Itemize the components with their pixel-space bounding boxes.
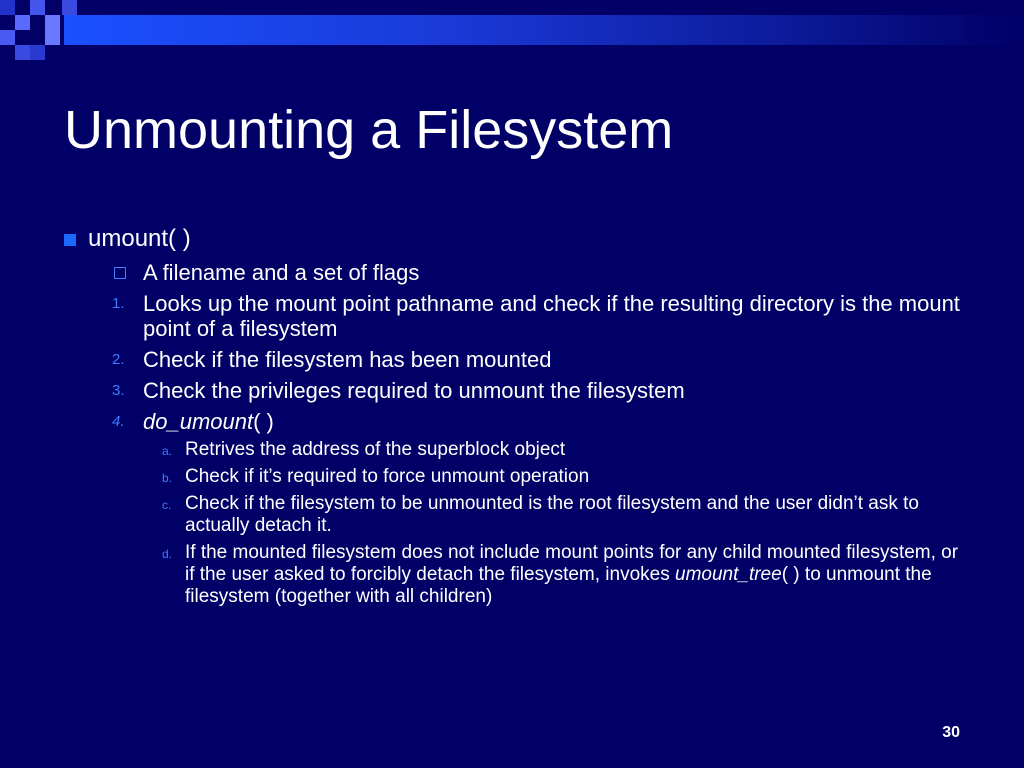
bullet-text: umount( ) bbox=[88, 225, 191, 252]
list-item-marker: 1. bbox=[112, 295, 125, 312]
banner-square bbox=[30, 45, 45, 60]
sub-list-item-text: If the mounted filesystem does not include mount points for any child mounted filesystem, or if the user asked to forcibly detach the filesystem, invokes bbox=[185, 542, 959, 585]
banner-square bbox=[15, 45, 30, 60]
function-parens: ( ) bbox=[253, 409, 274, 434]
sub-list-item-marker: c. bbox=[162, 498, 172, 512]
banner-square bbox=[62, 0, 77, 15]
list-item-text: Check the privileges required to unmount the filesystem bbox=[143, 378, 685, 403]
sub-list-item-text: Check if the filesystem to be unmounted is the root filesystem and the user didn’t ask to actually detach it. bbox=[185, 493, 919, 536]
list-item-marker: 4. bbox=[112, 413, 125, 430]
square-bullet-icon bbox=[64, 234, 76, 246]
banner-square bbox=[30, 0, 45, 15]
header-banner bbox=[0, 0, 1024, 60]
list-item bbox=[64, 409, 964, 434]
banner-gradient-bar bbox=[64, 15, 1024, 45]
hollow-square-bullet-icon bbox=[114, 267, 126, 279]
banner-square bbox=[45, 30, 60, 45]
function-name: do_umount bbox=[143, 409, 254, 434]
list-item bbox=[64, 260, 964, 285]
sub-list-item-text: Check if it’s required to force unmount operation bbox=[185, 466, 590, 487]
banner-square bbox=[0, 0, 15, 15]
sub-list-item-text: Retrives the address of the superblock object bbox=[185, 439, 566, 460]
slide-content bbox=[64, 224, 964, 608]
slide-title: Unmounting a Filesystem bbox=[64, 100, 674, 160]
page-number: 30 bbox=[942, 724, 960, 741]
list-item-text: A filename and a set of flags bbox=[143, 260, 420, 285]
list-item-marker: 3. bbox=[112, 382, 125, 399]
list-item bbox=[64, 378, 964, 403]
list-item bbox=[64, 347, 964, 372]
banner-square bbox=[0, 30, 15, 45]
sub-list-item bbox=[64, 542, 964, 608]
list-item-text: Check if the filesystem has been mounted bbox=[143, 347, 552, 372]
bullet-umount bbox=[64, 224, 964, 254]
sub-list-item bbox=[64, 466, 964, 488]
list-item-marker: 2. bbox=[112, 351, 125, 368]
sub-list-item-marker: a. bbox=[162, 444, 173, 458]
banner-square bbox=[45, 15, 60, 30]
sub-list-item bbox=[64, 493, 964, 537]
list-item-text: Looks up the mount point pathname and check if the resulting directory is the mount point of a filesystem bbox=[143, 291, 960, 341]
list-item bbox=[64, 291, 964, 341]
sub-list-item-marker: d. bbox=[162, 547, 173, 561]
function-name: umount_tree bbox=[675, 564, 782, 585]
sub-list-item bbox=[64, 439, 964, 461]
banner-square bbox=[15, 15, 30, 30]
sub-list-item-marker: b. bbox=[162, 471, 173, 485]
sub-list-item-text: ( ) to unmount the filesystem (together with all children) bbox=[185, 564, 932, 607]
